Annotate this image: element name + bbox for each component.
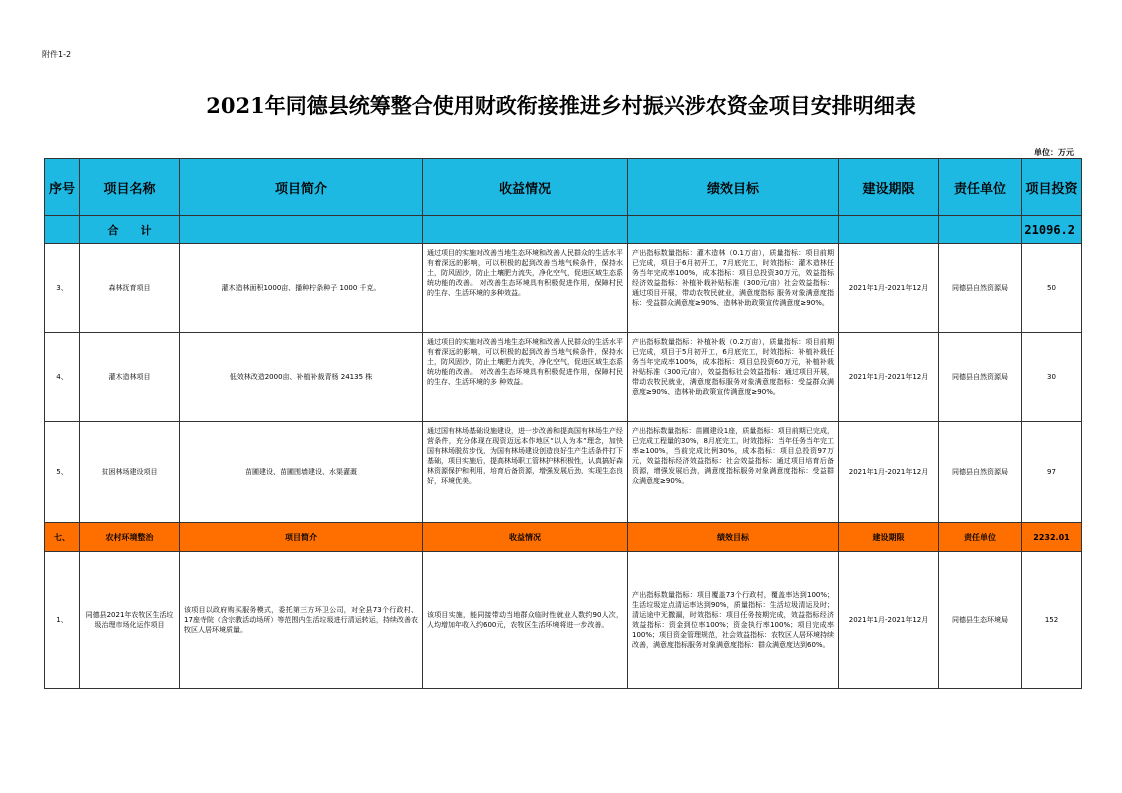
- total-empty: [939, 216, 1022, 244]
- row-unit: 同德县自然资源局: [939, 244, 1022, 333]
- total-empty: [628, 216, 839, 244]
- row-period: 2021年1月-2021年12月: [839, 422, 939, 523]
- row-intro: 该项目以政府购买服务模式，委托第三方环卫公司，对全县73个行政村、17座寺院（含宗教活动场所）等范围内生活垃圾进行清运转运，持续改善农牧区人居环境质量。: [180, 552, 423, 689]
- row-target: 产出指标数量指标：灌木造林（0.1万亩），质量指标：项目前期已完成，项目于6月初开工，7月底完工，时效指标：灌木造林任务当年完成率100%，成本指标：项目总投资30万元，效益指标经济效益指标：补植补栽补贴标准（300元/亩）社会效益指标：通过项目开展，带动农牧民就业，满意度指标 服务对象满意度指标：受益群众满意度≥90%、造林补助政策宣传满意度≥90%。: [628, 244, 839, 333]
- row-seq: 3、: [45, 244, 80, 333]
- section-investment: 2232.01: [1022, 523, 1082, 552]
- table-row: [45, 552, 1082, 689]
- header-unit: 责任单位: [939, 159, 1022, 216]
- total-empty: [839, 216, 939, 244]
- table-row: [45, 333, 1082, 422]
- header-name: 项目名称: [80, 159, 180, 216]
- table-header-row: [45, 159, 1082, 216]
- total-empty: [423, 216, 628, 244]
- attachment-label: 附件1-2: [42, 50, 72, 59]
- section-name: 农村环境整治: [80, 523, 180, 552]
- row-seq: 5、: [45, 422, 80, 523]
- row-intro: 灌木造林面积1000亩、播种柠条种子 1000 千克。: [180, 244, 423, 333]
- section-row: [45, 523, 1082, 552]
- row-period: 2021年1月-2021年12月: [839, 552, 939, 689]
- total-value: 21096.2: [1022, 216, 1082, 244]
- section-benefit: 收益情况: [423, 523, 628, 552]
- row-intro: 低效林改造2000亩、补植补裁青杨 24135 株: [180, 333, 423, 422]
- total-empty: [45, 216, 80, 244]
- row-target: 产出指标数量指标：项目覆盖73个行政村，覆盖率达到100%；生活垃圾定点清运率达到90%，质量指标：生活垃圾清运及时；清运途中无撒漏，时效指标：项目任务按期完成，效益指标经济效益指标：资金到位率100%；资金执行率100%；项目完成率100%；项目资金管理规范，社会效益指标：农牧区人居环境持续改善，满意度指标服务对象满意度指标：群众满意度达到60%。: [628, 552, 839, 689]
- row-benefit: 通过项目的实施对改善当地生态环境和改善人民群众的生活水平有着深远的影响，可以积极的起到改善当地气候条件，保持水土，防风固沙，防止土壤肥力流失，净化空气，促进区域生态系统功能的改善。 对改善生态环境具有积极促进作用，保障村民的生存、生活环境的多 种效益。: [423, 333, 628, 422]
- row-investment: 152: [1022, 552, 1082, 689]
- header-investment: 项目投资: [1022, 159, 1082, 216]
- row-unit: 同德县自然资源局: [939, 422, 1022, 523]
- row-intro: 苗圃建设、苗圃围墙建设、水渠灌溉: [180, 422, 423, 523]
- total-label: 合 计: [80, 216, 180, 244]
- row-seq: 4、: [45, 333, 80, 422]
- section-unit: 责任单位: [939, 523, 1022, 552]
- section-period: 建设期限: [839, 523, 939, 552]
- section-seq: 七、: [45, 523, 80, 552]
- row-benefit: 该项目实施，能同接带动当地群众临时性就业人数约90人次，人均增加年收入约600元，农牧区生活环境将进一步改善。: [423, 552, 628, 689]
- header-seq: 序号: [45, 159, 80, 216]
- row-unit: 同德县自然资源局: [939, 333, 1022, 422]
- row-target: 产出指标数量指标：苗圃建设1座，质量指标：项目前期已完成，已完成工程量的30%，8月底完工，时效指标：当年任务当年完工率≥100%，当前完成比例30%，成本指标：项目总投资97万元，效益指标经济效益指标：社会效益指标：通过项目培育后备资源，增强发展后劲，满意度指标服务对象满意度指标：受益群众满意度≥90%。: [628, 422, 839, 523]
- row-unit: 同德县生态环境局: [939, 552, 1022, 689]
- row-benefit: 通过项目的实施对改善当地生态环境和改善人民群众的生活水平有着深远的影响，可以积极的起到改善当地气候条件，保持水土，防风固沙，防止土壤肥力流失，净化空气，促进区域生态系统功能的改善。 对改善生态环境具有积极促进作用，保障村民的生存、生活环境的多种效益。: [423, 244, 628, 333]
- table-row: [45, 422, 1082, 523]
- header-target: 绩效目标: [628, 159, 839, 216]
- row-name: 灌木造林项目: [80, 333, 180, 422]
- header-benefit: 收益情况: [423, 159, 628, 216]
- section-intro: 项目简介: [180, 523, 423, 552]
- project-table: [44, 158, 1082, 689]
- table-row: [45, 244, 1082, 333]
- total-row: [45, 216, 1082, 244]
- row-name: 贫困林场建设项目: [80, 422, 180, 523]
- section-target: 绩效目标: [628, 523, 839, 552]
- header-intro: 项目简介: [180, 159, 423, 216]
- total-empty: [180, 216, 423, 244]
- row-investment: 97: [1022, 422, 1082, 523]
- row-benefit: 通过国有林场基础设施建设，进一步改善和提高国有林场生产经营条件，充分体现在现资迈远本作地区“以人为本”理念，加快国有林场脱贫步伐，为国有林场建设创造良好生产生活条件打下基础，项目实施后，提高林场职工管林护林积极性，认真搞好森林资源保护和利用，培育后备资源，增强发展后劲，实现生态良好，环境优美。: [423, 422, 628, 523]
- row-seq: 1、: [45, 552, 80, 689]
- row-period: 2021年1月-2021年12月: [839, 333, 939, 422]
- row-name: 同德县2021年农牧区生活垃圾治理市场化运作项目: [80, 552, 180, 689]
- row-target: 产出指标数量指标：补植补栽（0.2万亩），质量指标：项目前期已完成，项目于5月初开工，6月底完工，时效指标：补植补栽任务当年完成率100%，成本指标：项目总投资60万元，补植补栽补贴标准（300元/亩），效益指标社会效益指标：通过项目开展，带动农牧民就业，满意度指标服务对象满意度指标：受益群众满意度≥90%、造林补助政策宣传满意度≥90%。: [628, 333, 839, 422]
- header-period: 建设期限: [839, 159, 939, 216]
- row-investment: 50: [1022, 244, 1082, 333]
- row-name: 森林抚育项目: [80, 244, 180, 333]
- row-period: 2021年1月-2021年12月: [839, 244, 939, 333]
- unit-label: 单位：万元: [1034, 148, 1074, 157]
- page-title: 2021年同德县统筹整合使用财政衔接推进乡村振兴涉农资金项目安排明细表: [206, 93, 916, 118]
- row-investment: 30: [1022, 333, 1082, 422]
